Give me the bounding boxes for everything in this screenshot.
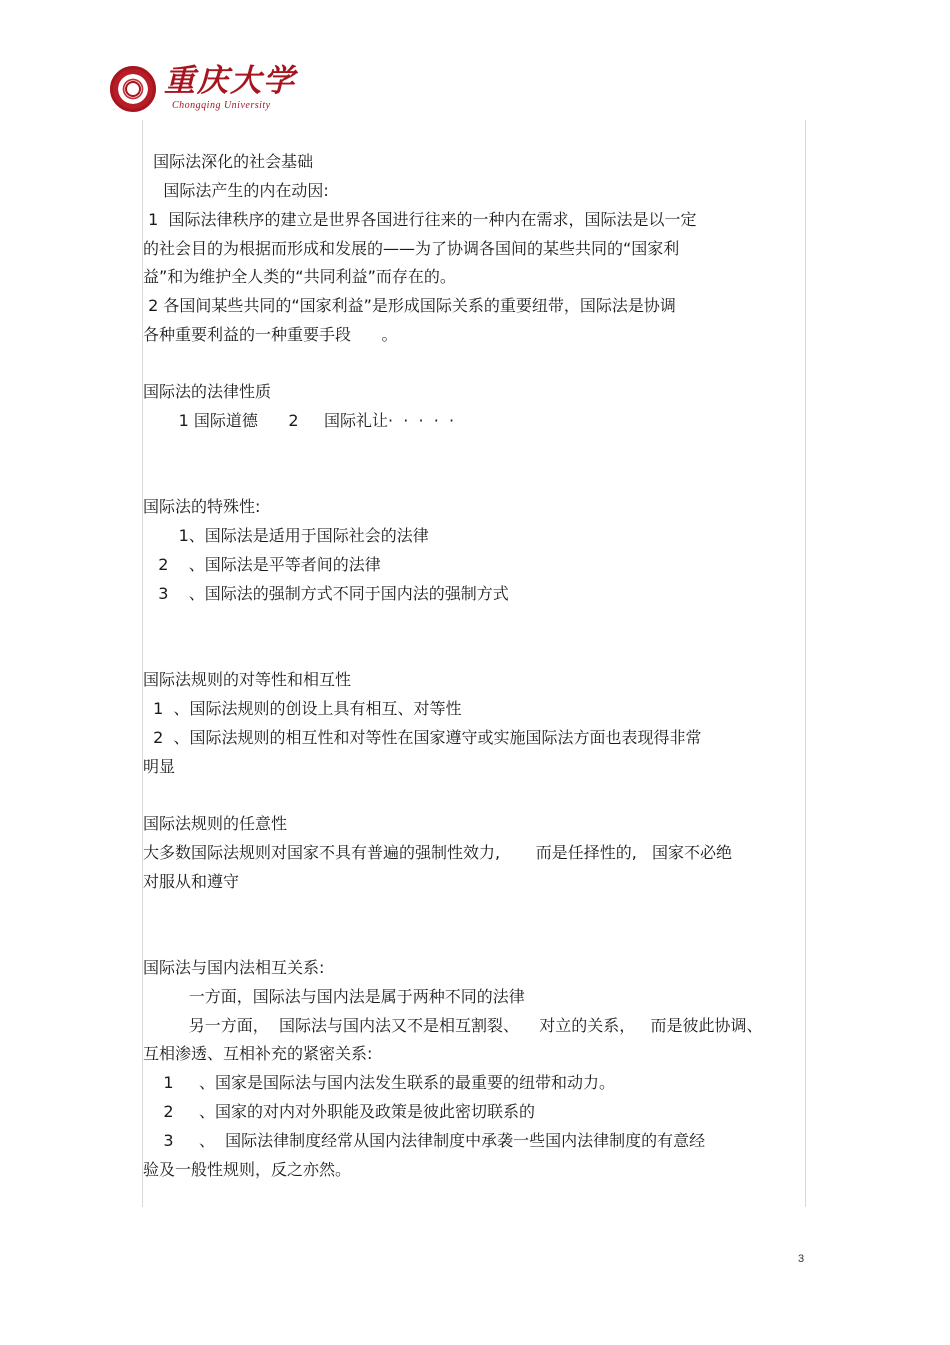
paragraph-line: 一方面，国际法与国内法是属于两种不同的法律 (143, 987, 525, 1006)
paragraph-line: 各种重要利益的一种重要手段 。 (143, 325, 398, 344)
list-item: 3 、 国际法律制度经常从国内法律制度中承袭一些国内法律制度的有意经 (143, 1131, 706, 1150)
logo-chinese-name: 重庆大学 (164, 63, 296, 99)
paragraph-line: 对服从和遵守 (143, 872, 240, 891)
paragraph-line: 1 国际法律秩序的建立是世界各国进行往来的一种内在需求，国际法是以一定 (143, 210, 697, 229)
list-item: 1 国际道德 2 国际礼让· · · · · (143, 411, 455, 430)
paragraph-line: 的社会目的为根据而形成和发展的——为了协调各国间的某些共同的“国家利 (143, 239, 680, 258)
list-item: 2 、国际法规则的相互性和对等性在国家遵守或实施国际法方面也表现得非常 (143, 728, 702, 747)
section-heading-relation: 国际法与国内法相互关系: (143, 958, 325, 977)
paragraph-line: 明显 (143, 757, 176, 776)
list-item: 3 、国际法的强制方式不同于国内法的强制方式 (143, 584, 509, 603)
section-heading-legal-nature: 国际法的法律性质 (143, 382, 272, 401)
paragraph-line: 大多数国际法规则对国家不具有普遍的强制性效力, 而是任择性的, 国家不必绝 (143, 843, 733, 862)
logo-english-name: Chongqing University (172, 100, 271, 111)
university-seal-icon (110, 66, 156, 112)
university-logo (110, 62, 310, 116)
list-item: 2 、国家的对内对外职能及政策是彼此密切联系的 (143, 1102, 535, 1121)
paragraph-line: 验及一般性规则，反之亦然。 (143, 1160, 352, 1179)
paragraph-line: 另一方面， 国际法与国内法又不是相互割裂、 对立的关系， 而是彼此协调、 (143, 1016, 763, 1035)
section-heading-particularity: 国际法的特殊性: (143, 497, 261, 516)
paragraph-line: 互相渗透、互相补充的紧密关系: (143, 1044, 373, 1063)
page-number: 3 (798, 1253, 805, 1265)
section-heading-optionality: 国际法规则的任意性 (143, 814, 288, 833)
list-item: 1 、国际法规则的创设上具有相互、对等性 (143, 699, 462, 718)
section-heading-social-basis: 国际法深化的社会基础 (143, 152, 314, 171)
paragraph-line: 2 各国间某些共同的“国家利益”是形成国际关系的重要纽带，国际法是协调 (143, 296, 676, 315)
list-item: 1 、国家是国际法与国内法发生联系的最重要的纽带和动力。 (143, 1073, 615, 1092)
section-heading-reciprocity: 国际法规则的对等性和相互性 (143, 670, 352, 689)
paragraph-line: 益”和为维护全人类的“共同利益”而存在的。 (143, 267, 456, 286)
subheading-internal-motive: 国际法产生的内在动因: (143, 181, 329, 200)
list-item: 1、国际法是适用于国际社会的法律 (143, 526, 429, 545)
list-item: 2 、国际法是平等者间的法律 (143, 555, 381, 574)
